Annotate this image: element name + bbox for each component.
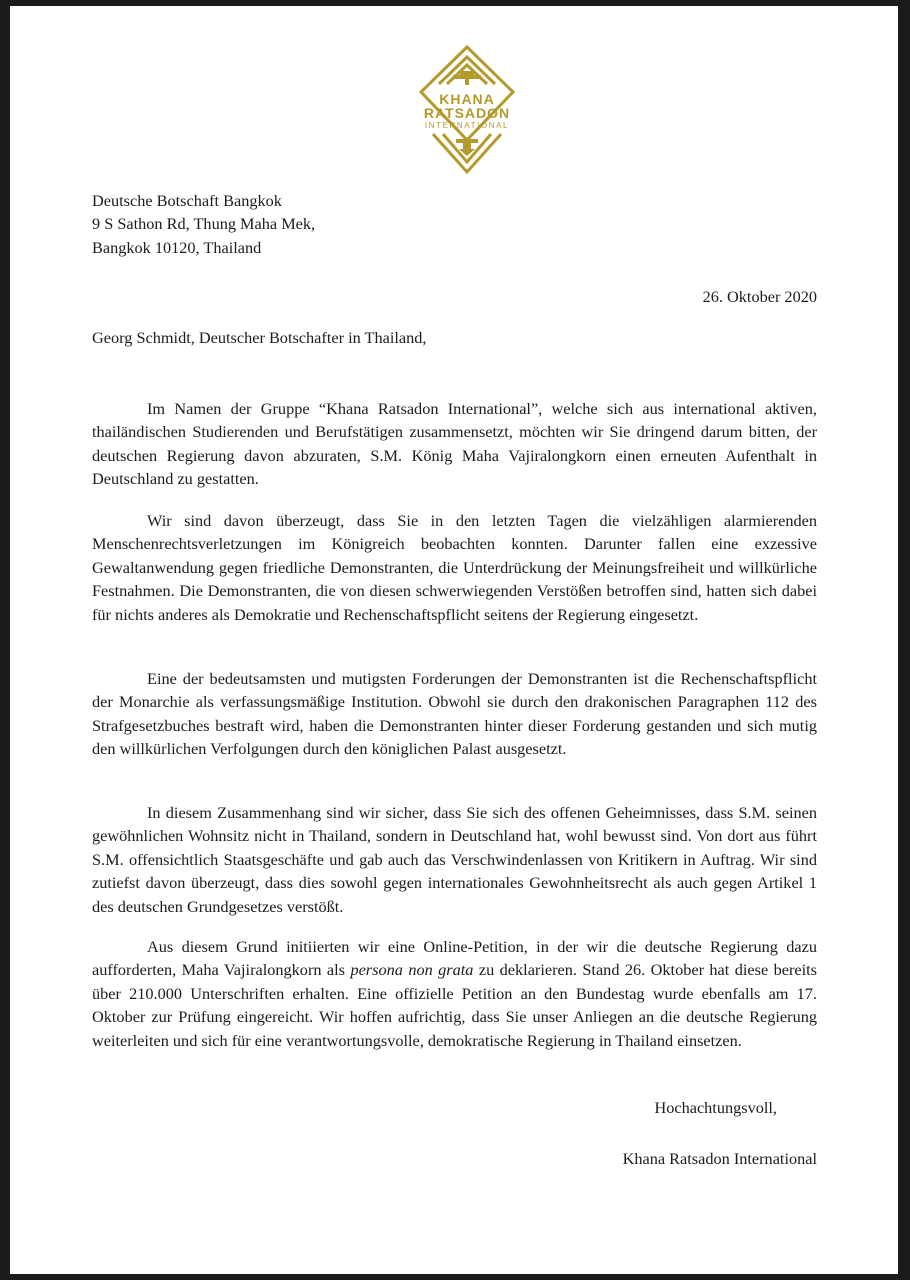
paragraph-5	[92, 935, 817, 1052]
letter-page	[10, 6, 898, 1274]
paragraph-1	[92, 397, 817, 491]
paragraph-1-text: Im Namen der Gruppe “Khana Ratsadon International”, welche sich aus international aktiven, thailändischen Studierenden und Berufstätigen zusammensetzt, möchten wir Sie dringend darum bitten, der deutschen Regierung davon abzuraten, S.M. König Maha Vajiralongkorn einen erneuten Aufenthalt in Deutschland zu gestatten.	[92, 399, 817, 489]
paragraph-2	[92, 509, 817, 626]
address-line-1: Deutsche Botschaft Bangkok	[92, 191, 282, 210]
signature: Khana Ratsadon International	[622, 1149, 817, 1168]
paragraph-4	[92, 801, 817, 918]
letter-date: 26. Oktober 2020	[702, 287, 817, 306]
paragraph-5-part-a: Aus diesem Grund initiierten wir eine Online-Petition, in der wir die deutsche Regierung dazu aufforderten, Maha Vajiralongkorn als	[92, 937, 817, 980]
paragraph-3	[92, 667, 817, 761]
paragraph-5-text	[92, 935, 817, 1052]
paragraph-5-part-b: zu deklarieren. Stand 26. Oktober hat diese bereits über 210.000 Unterschriften erhalten. Eine offizielle Petition an den Bundestag wurde ebenfalls am 17. Oktober zur Prüfung eingereicht. Wir hoffen aufrichtig, dass Sie unser Anliegen an die deutsche Regierung weiterleiten und sich für eine verantwortungsvolle, demokratische Regierung in Thailand einsetzen.	[92, 960, 817, 1050]
logo-text-khana: KHANA	[439, 91, 495, 107]
persona-non-grata-phrase: persona non grata	[350, 960, 474, 980]
khana-ratsadon-logo	[415, 44, 519, 176]
paragraph-2-text: Wir sind davon überzeugt, dass Sie in den letzten Tagen die vielzähligen alarmierenden Menschenrechtsverletzungen im Königreich beobachten konnten. Darunter fallen eine exzessive Gewaltanwendung gegen friedliche Demonstranten, die Unterdrückung der Meinungsfreiheit und willkürliche Festnahmen. Die Demonstranten, die von diesen schwerwiegenden Verstößen betroffen sind, hatten sich dabei für nichts anderes als Demokratie und Rechenschaftspflicht seitens der Regierung eingesetzt.	[92, 511, 817, 624]
closing-phrase: Hochachtungsvoll,	[654, 1098, 777, 1117]
salutation: Georg Schmidt, Deutscher Botschafter in Thailand,	[92, 328, 427, 347]
address-line-2: 9 S Sathon Rd, Thung Maha Mek,	[92, 214, 316, 234]
address-line-3: Bangkok 10120, Thailand	[92, 237, 262, 257]
paragraph-4-text: In diesem Zusammenhang sind wir sicher, dass Sie sich des offenen Geheimnisses, dass S.M. seinen gewöhnlichen Wohnsitz nicht in Thailand, sondern in Deutschland hat, wohl bewusst sind. Von dort aus führt S.M. offensichtlich Staatsgeschäfte und gab auch das Verschwindenlassen von Kritikern in Auftrag. Wir sind zutiefst davon überzeugt, dass dies sowohl gegen internationales Gewohnheitsrecht als auch gegen Artikel 1 des deutschen Grundgesetzes verstößt.	[92, 803, 817, 916]
paragraph-3-text: Eine der bedeutsamsten und mutigsten Forderungen der Demonstranten ist die Rechenschaftspflicht der Monarchie als verfassungsmäßige Institution. Obwohl sie durch den drakonischen Paragraphen 112 des Strafgesetzbuches bestraft wird, haben die Demonstranten hinter dieser Forderung gestanden und sich mutig den willkürlichen Verfolgungen durch den königlichen Palast ausgesetzt.	[92, 669, 817, 759]
logo-text-ratsadon: RATSADON	[423, 105, 511, 121]
logo-text-international: INTERNATIONAL	[424, 121, 510, 130]
recipient-address	[92, 189, 315, 259]
